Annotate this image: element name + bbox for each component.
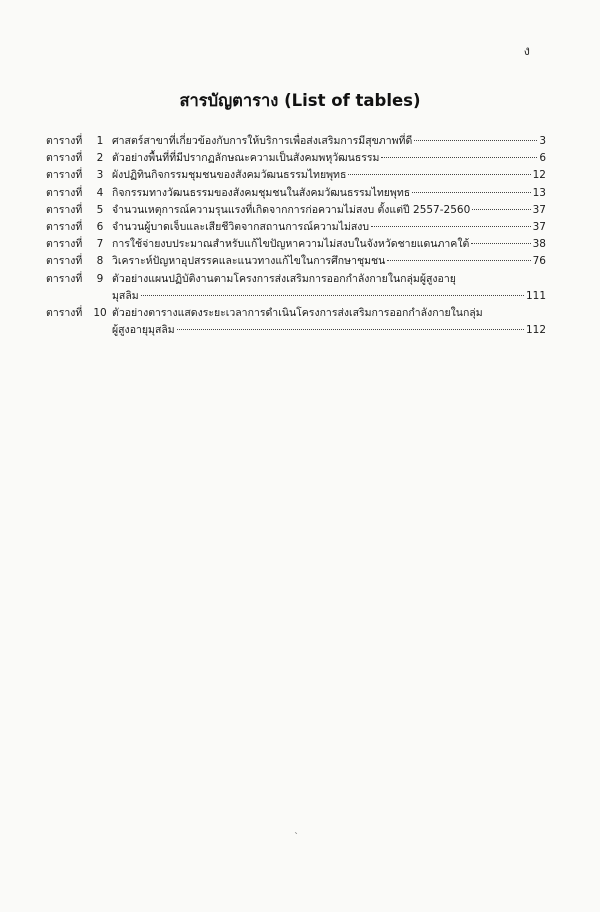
entry-title: การใช้จ่ายงบประมาณสำหรับแก้ไขปัญหาความไม่สงบในจังหวัดชายแดนภาคใต้: [112, 238, 470, 251]
entry-page-number: 111: [525, 289, 546, 302]
toc-entry[interactable]: [46, 167, 546, 184]
entry-page-number: 3: [539, 135, 546, 147]
entry-number: 9: [96, 272, 104, 285]
entry-line: [112, 133, 546, 150]
entry-number: 3: [96, 169, 104, 182]
toc-entry[interactable]: [46, 133, 546, 150]
dot-leader: [472, 209, 530, 210]
entry-line: [112, 202, 546, 219]
dot-leader: [471, 243, 530, 244]
entry-page-number: 6: [539, 152, 546, 165]
table-list: [46, 133, 546, 339]
entry-title: ตัวอย่างแผนปฏิบัติงานตามโครงการส่งเสริมการออกกำลังกายในกลุ่มผู้สูงอายุ: [112, 272, 456, 285]
entry-line: [112, 150, 546, 167]
entry-body: [112, 271, 546, 305]
entry-page-number: 38: [532, 238, 546, 251]
entry-body: [112, 167, 546, 184]
entry-title: มุสลิม: [112, 289, 139, 302]
toc-entry[interactable]: [46, 202, 546, 219]
entry-label: ตารางที่: [46, 255, 83, 268]
entry-title: ตัวอย่างพื้นที่ที่มีปรากฏลักษณะความเป็นสังคมพหุวัฒนธรรม: [112, 152, 380, 165]
entry-body: [112, 150, 546, 167]
entry-number: 1: [96, 135, 104, 147]
entry-page-number: 13: [532, 186, 546, 199]
entry-label: ตารางที่: [46, 186, 83, 199]
entry-title: ผู้สูงอายุมุสลิม: [112, 324, 175, 337]
entry-line: [112, 185, 546, 202]
entry-line: [112, 236, 546, 253]
entry-page-number: 37: [532, 221, 546, 234]
entry-label: ตารางที่: [46, 152, 83, 165]
entry-page-number: 12: [532, 169, 546, 182]
entry-line: [112, 322, 546, 339]
entry-body: [112, 236, 546, 253]
toc-entry[interactable]: [46, 219, 546, 236]
entry-title: กิจกรรมทางวัฒนธรรมของสังคมชุมชนในสังคมวัฒนธรรมไทยพุทธ: [112, 186, 411, 199]
toc-entry[interactable]: [46, 185, 546, 202]
entry-label: ตารางที่: [46, 135, 83, 147]
page-title: สารบัญตาราง (List of tables): [179, 91, 421, 110]
entry-label: ตารางที่: [46, 307, 83, 320]
entry-number: 8: [96, 255, 104, 268]
entry-label: ตารางที่: [46, 238, 83, 251]
entry-line: [112, 167, 546, 184]
entry-number: 4: [96, 186, 104, 199]
entry-body: [112, 202, 546, 219]
entry-line: [112, 288, 546, 305]
entry-number: 7: [96, 238, 104, 251]
dot-leader: [381, 157, 537, 158]
toc-entry[interactable]: [46, 305, 546, 339]
entry-body: [112, 185, 546, 202]
toc-entry[interactable]: [46, 253, 546, 270]
dot-leader: [177, 329, 524, 330]
entry-title: วิเคราะห์ปัญหาอุปสรรคและแนวทางแก้ไขในการศึกษาชุมชน: [112, 255, 386, 268]
entry-page-number: 76: [532, 255, 546, 268]
entry-number: 6: [96, 221, 104, 234]
entry-line: [112, 219, 546, 236]
entry-title: ศาสตร์สาขาที่เกี่ยวข้องกับการให้บริการเพื่อส่งเสริมการมีสุขภาพที่ดี: [112, 135, 413, 147]
entry-line: [112, 305, 546, 322]
entry-line: [112, 253, 546, 270]
entry-label: ตารางที่: [46, 169, 83, 182]
entry-body: [112, 219, 546, 236]
entry-number: 10: [93, 307, 107, 320]
page-number: ง: [523, 44, 530, 59]
entry-title: ตัวอย่างตารางแสดงระยะเวลาการดำเนินโครงการส่งเสริมการออกกำลังกายในกลุ่ม: [112, 307, 483, 320]
dot-leader: [387, 260, 530, 261]
dot-leader: [412, 192, 530, 193]
dot-leader: [141, 295, 524, 296]
entry-label: ตารางที่: [46, 221, 83, 234]
entry-label: ตารางที่: [46, 272, 83, 285]
dot-leader: [414, 140, 537, 141]
dot-leader: [371, 226, 531, 227]
entry-title: จำนวนผู้บาดเจ็บและเสียชีวิตจากสถานการณ์ความไม่สงบ: [112, 221, 370, 234]
entry-number: 5: [96, 203, 104, 216]
entry-body: [112, 253, 546, 270]
entry-body: [112, 133, 546, 150]
toc-entry[interactable]: [46, 236, 546, 253]
toc-entry[interactable]: [46, 271, 546, 305]
entry-label: ตารางที่: [46, 203, 83, 216]
scan-mark: ˋ: [294, 832, 299, 843]
entry-title: ผังปฏิทินกิจกรรมชุมชนของสังคมวัฒนธรรมไทยพุทธ: [112, 169, 347, 182]
entry-page-number: 37: [532, 203, 546, 216]
entry-page-number: 112: [525, 324, 546, 337]
dot-leader: [348, 174, 530, 175]
entry-line: [112, 271, 546, 288]
entry-body: [112, 305, 546, 339]
toc-entry[interactable]: [46, 150, 546, 167]
entry-number: 2: [96, 152, 104, 165]
entry-title: จำนวนเหตุการณ์ความรุนแรงที่เกิดจากการก่อความไม่สงบ ตั้งแต่ปี 2557-2560: [112, 203, 471, 216]
